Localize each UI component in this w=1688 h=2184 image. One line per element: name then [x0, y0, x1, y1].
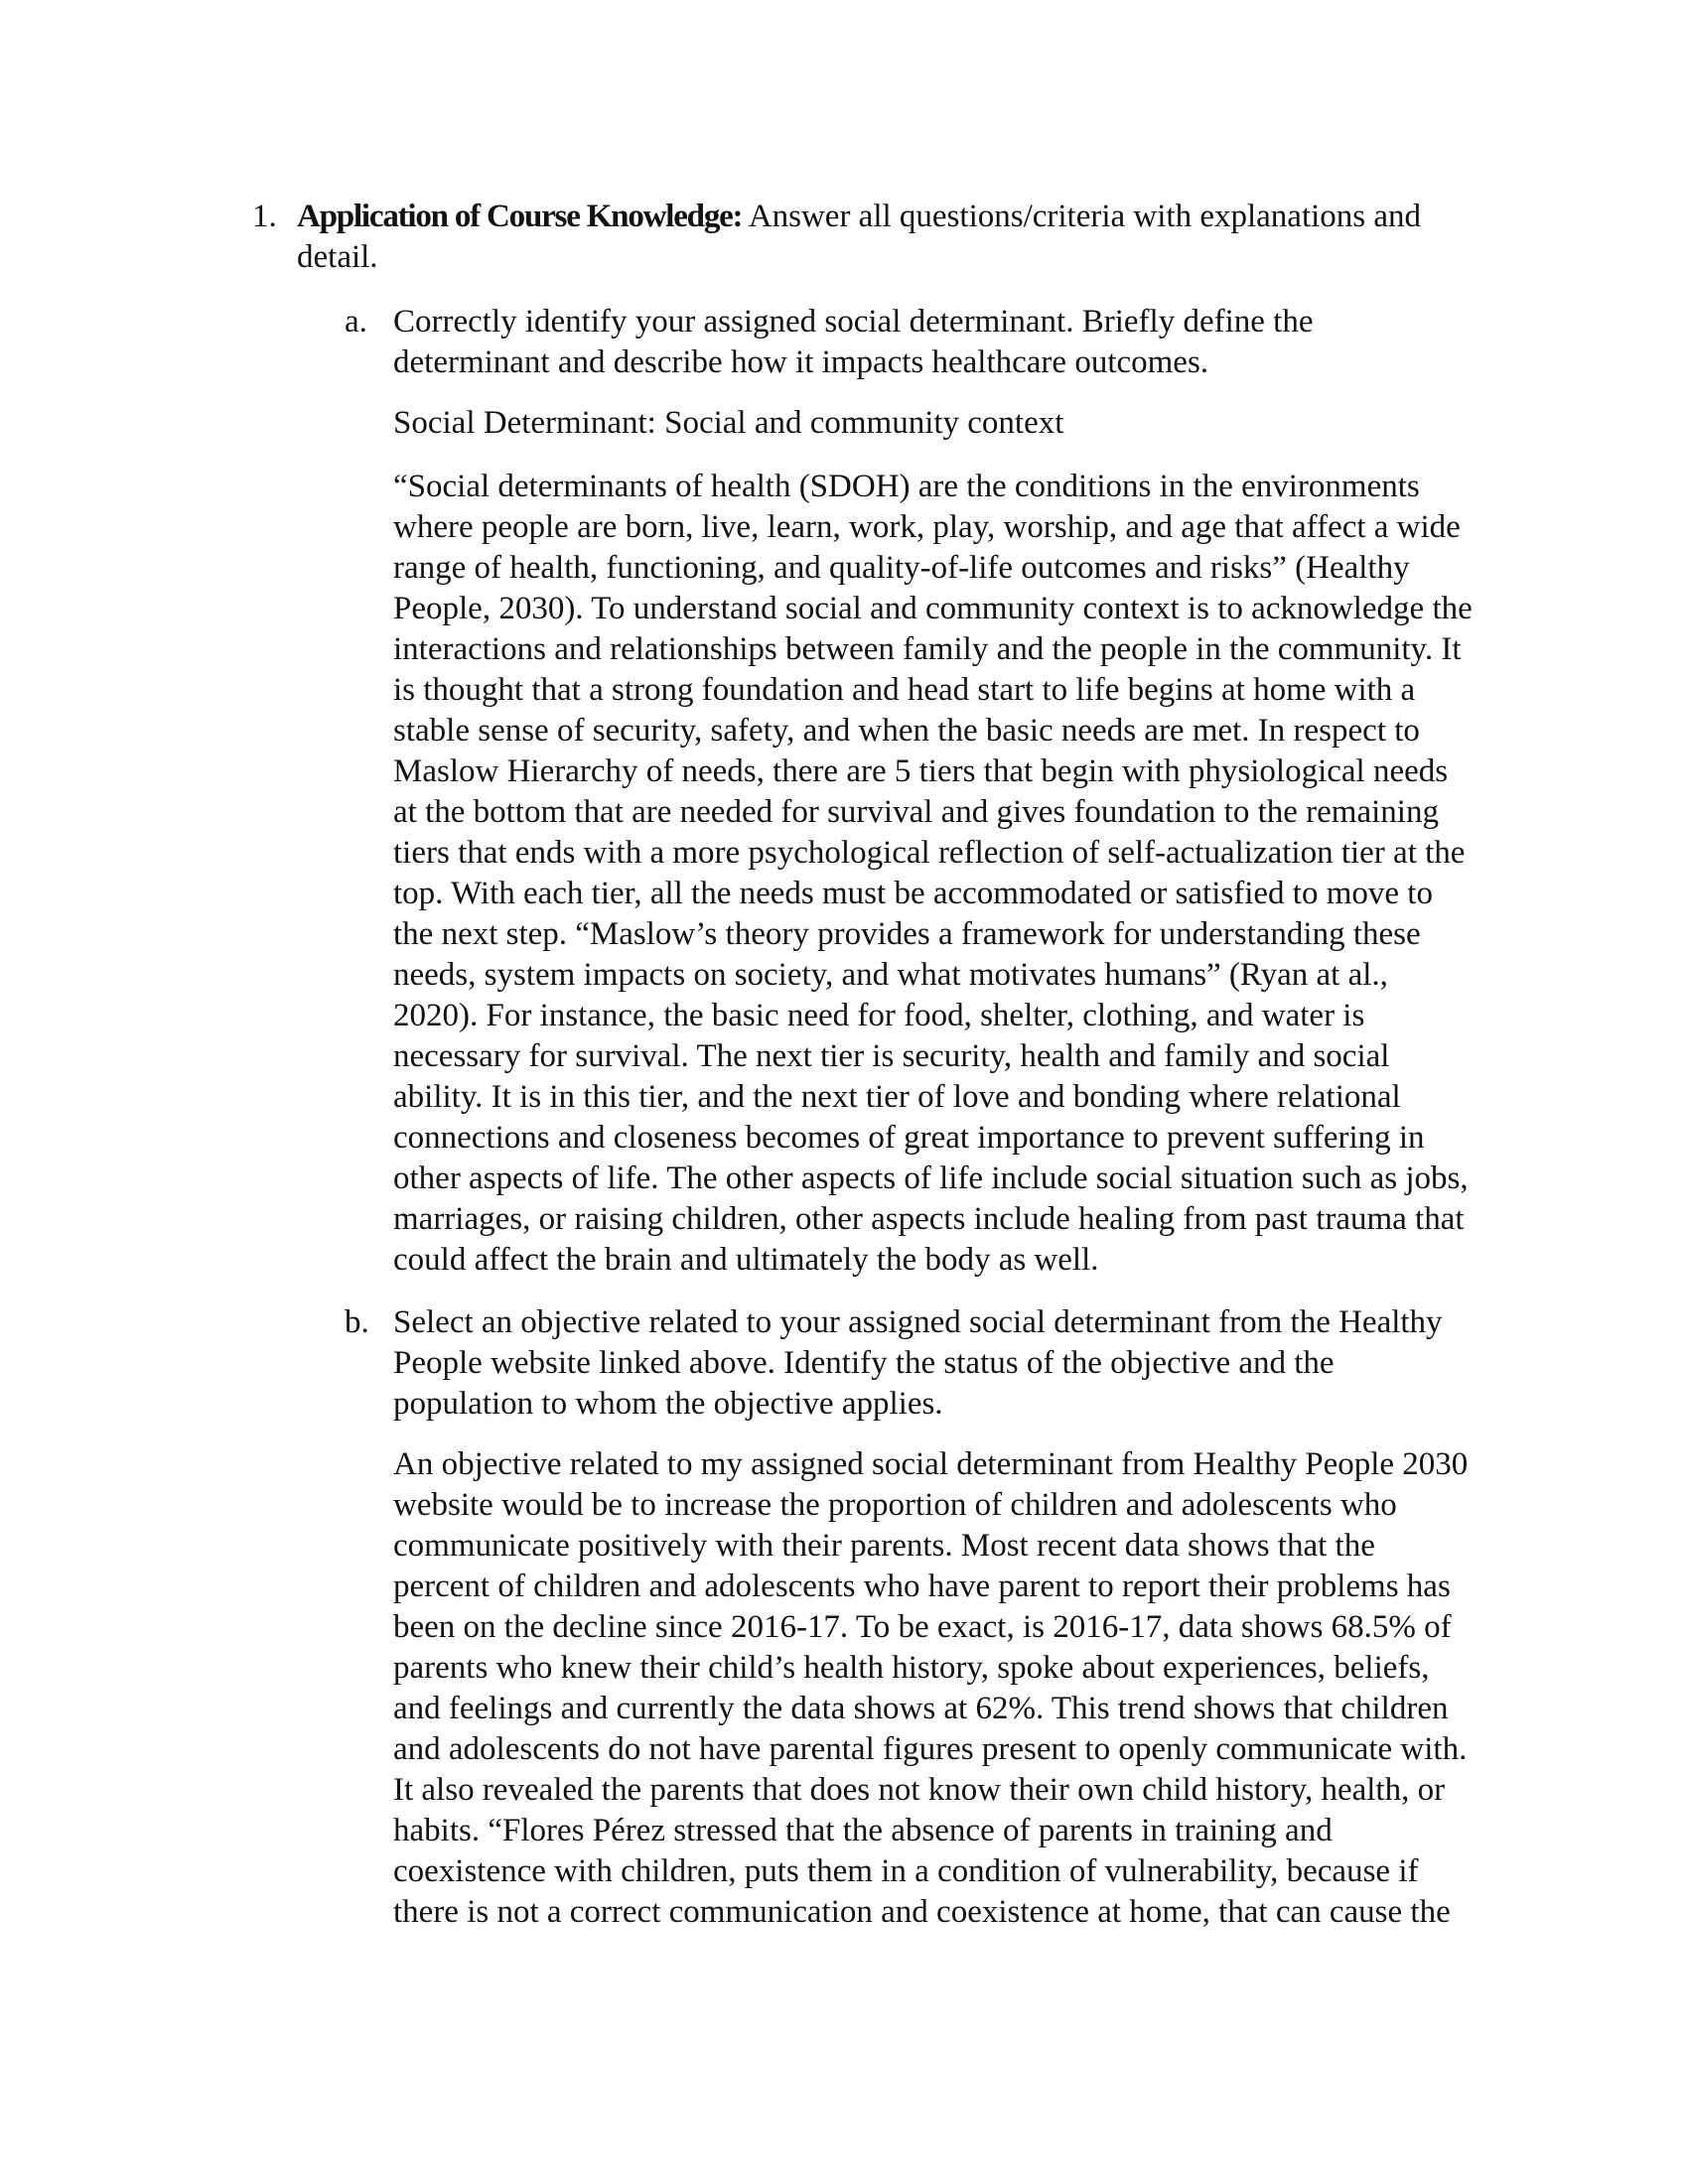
- text-line: “Social determinants of health (SDOH) are the conditions in the environments: [393, 469, 1420, 504]
- determinant-label: [393, 403, 1063, 444]
- text-line: is thought that a strong foundation and head start to life begins at home with a: [393, 672, 1416, 708]
- text-line: An objective related to my assigned social determinant from Healthy People 2030: [393, 1446, 1469, 1482]
- text-line: population to whom the objective applies.: [393, 1386, 943, 1422]
- part-b-prompt: [393, 1302, 1443, 1425]
- text-line: Social Determinant: Social and community context: [393, 405, 1064, 441]
- text-line: and feelings and currently the data shows at 62%. This trend shows that children: [393, 1691, 1449, 1726]
- text-line: 2020). For instance, the basic need for food, shelter, clothing, and water is: [393, 998, 1365, 1033]
- item-number: 1.: [252, 199, 277, 234]
- text-line: and adolescents do not have parental figures present to openly communicate with.: [393, 1731, 1468, 1767]
- text-line: Correctly identify your assigned social determinant. Briefly define the: [393, 304, 1314, 340]
- text-line: marriages, or raising children, other aspects include healing from past trauma that: [393, 1201, 1465, 1237]
- text-line: needs, system impacts on society, and what motivates humans” (Ryan at al.,: [393, 957, 1388, 993]
- item-heading: [297, 197, 1421, 278]
- part-b-answer: [393, 1444, 1468, 1933]
- part-a-letter: a.: [345, 304, 367, 340]
- text-line: habits. “Flores Pérez stressed that the absence of parents in training and: [393, 1813, 1333, 1848]
- text-line: other aspects of life. The other aspects of life include social situation such as jobs,: [393, 1160, 1469, 1196]
- part-b-letter: b.: [345, 1304, 369, 1340]
- text-line: where people are born, live, learn, work, play, worship, and age that affect a wide: [393, 509, 1461, 545]
- text-line: website would be to increase the proportion of children and adolescents who: [393, 1487, 1397, 1523]
- text-line: parents who knew their child’s health history, spoke about experiences, beliefs,: [393, 1650, 1430, 1686]
- text-line: there is not a correct communication and coexistence at home, that can cause the: [393, 1894, 1451, 1930]
- text-line: It also revealed the parents that does not know their own child history, health, or: [393, 1772, 1446, 1808]
- text-line: percent of children and adolescents who have parent to report their problems has: [393, 1569, 1451, 1604]
- text-line: People, 2030). To understand social and community context is to acknowledge the: [393, 591, 1473, 626]
- text-line: at the bottom that are needed for survival and gives foundation to the remaining: [393, 794, 1439, 830]
- text-line: been on the decline since 2016-17. To be exact, is 2016-17, data shows 68.5% of: [393, 1609, 1452, 1645]
- text-line: coexistence with children, puts them in a condition of vulnerability, because if: [393, 1853, 1419, 1889]
- part-a-prompt: [393, 302, 1313, 383]
- text-line: interactions and relationships between family and the people in the community. It: [393, 631, 1462, 667]
- text-line: Maslow Hierarchy of needs, there are 5 tiers that begin with physiological needs: [393, 753, 1449, 789]
- part-a-answer: [393, 467, 1473, 1281]
- item-title: Application of Course Knowledge:: [297, 199, 743, 234]
- text-line: the next step. “Maslow’s theory provides a framework for understanding these: [393, 916, 1421, 952]
- text-line: communicate positively with their parents. Most recent data shows that the: [393, 1528, 1375, 1564]
- text-line: tiers that ends with a more psychological reflection of self-actualization tier at the: [393, 835, 1466, 871]
- text-line: Select an objective related to your assigned social determinant from the Healthy: [393, 1304, 1443, 1340]
- text-line: ability. It is in this tier, and the next tier of love and bonding where relational: [393, 1079, 1401, 1115]
- text-line: top. With each tier, all the needs must be accommodated or satisfied to move to: [393, 876, 1433, 911]
- text-line: necessary for survival. The next tier is security, health and family and social: [393, 1038, 1390, 1074]
- text-line: stable sense of security, safety, and when the basic needs are met. In respect to: [393, 713, 1420, 749]
- text-line: range of health, functioning, and quality-of-life outcomes and risks” (Healthy: [393, 550, 1410, 586]
- text-line: connections and closeness becomes of great importance to prevent suffering in: [393, 1120, 1425, 1156]
- text-line: could affect the brain and ultimately the body as well.: [393, 1242, 1099, 1278]
- text-line: determinant and describe how it impacts healthcare outcomes.: [393, 344, 1209, 380]
- text-line: People website linked above. Identify the status of the objective and the: [393, 1345, 1335, 1381]
- item-instruction: Answer all questions/criteria with explanations and: [742, 199, 1422, 234]
- item-instruction-cont: detail.: [297, 239, 378, 275]
